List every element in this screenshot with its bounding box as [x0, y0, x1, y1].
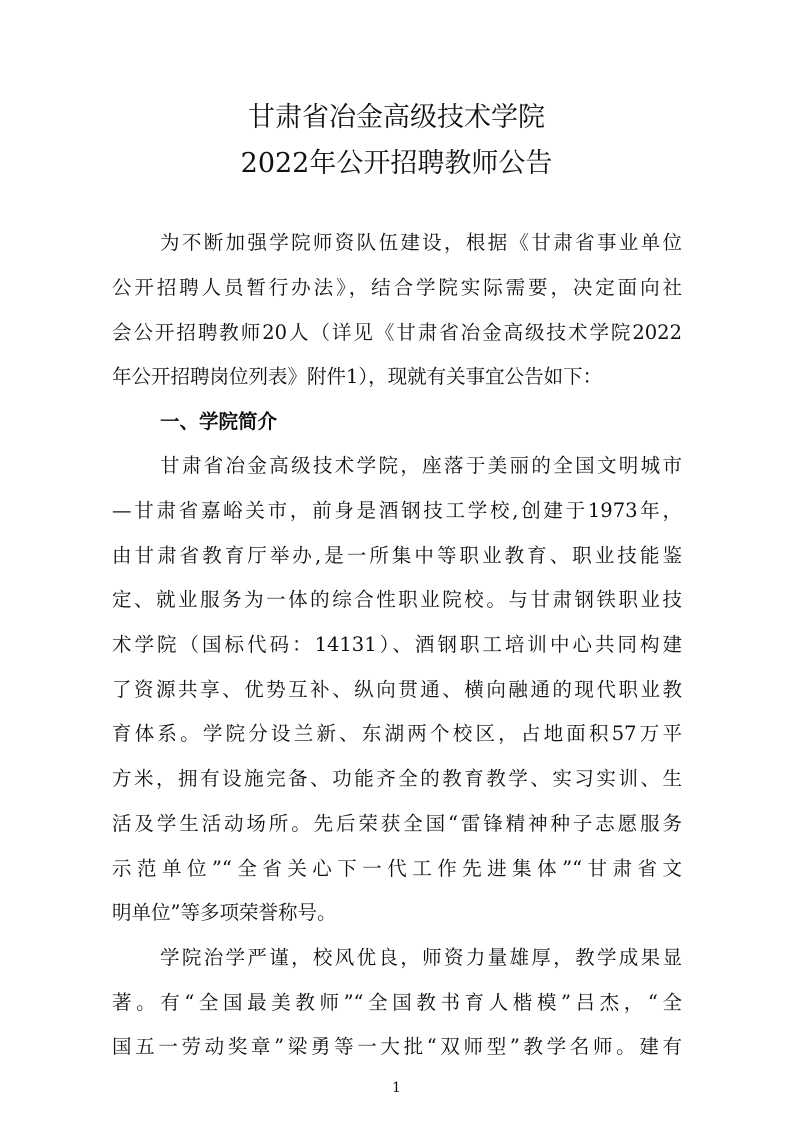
- paragraph-line: —甘肃省嘉峪关市，前身是酒钢技工学校,创建于1973年，: [112, 499, 682, 522]
- section-heading: 一、学院简介: [160, 410, 278, 433]
- document-title-line-2: 2022年公开招聘教师公告: [240, 148, 553, 179]
- intro-line: 年公开招聘岗位列表》附件1），现就有关事宜公告如下：: [112, 365, 603, 388]
- paragraph-line: 育体系。学院分设兰新、东湖两个校区，占地面积57万平: [112, 722, 682, 745]
- document-title-line-1: 甘肃省冶金高级技术学院: [248, 102, 545, 133]
- paragraph-line: 了资源共享、优势互补、纵向贯通、横向融通的现代职业教: [112, 678, 682, 701]
- paragraph-line: 方米，拥有设施完备、功能齐全的教育教学、实习实训、生: [112, 767, 682, 790]
- paragraph-line: 术学院（国标代码：14131）、酒钢职工培训中心共同构建: [112, 633, 682, 656]
- page-number: 1: [392, 1080, 401, 1096]
- paragraph-line: 国五一劳动奖章”梁勇等一大批“双师型”教学名师。建有: [112, 1035, 682, 1058]
- intro-line: 为不断加强学院师资队伍建设，根据《甘肃省事业单位: [160, 231, 682, 254]
- paragraph-line: 活及学生活动场所。先后荣获全国“雷锋精神种子志愿服务: [112, 812, 682, 835]
- paragraph-line: 著。有“全国最美教师”“全国教书育人楷模”吕杰，“全: [112, 991, 682, 1014]
- intro-line: 公开招聘人员暂行办法》，结合学院实际需要，决定面向社: [112, 276, 682, 299]
- paragraph-line: 学院治学严谨，校风优良，师资力量雄厚，教学成果显: [160, 946, 682, 969]
- intro-line: 会公开招聘教师20人（详见《甘肃省冶金高级技术学院2022: [112, 321, 682, 344]
- paragraph-line: 示范单位”“全省关心下一代工作先进集体”“甘肃省文: [112, 857, 682, 880]
- paragraph-line: 定、就业服务为一体的综合性职业院校。与甘肃钢铁职业技: [112, 588, 682, 611]
- paragraph-line: 甘肃省冶金高级技术学院，座落于美丽的全国文明城市: [160, 454, 682, 477]
- paragraph-line: 由甘肃省教育厅举办,是一所集中等职业教育、职业技能鉴: [112, 544, 682, 567]
- paragraph-line: 明单位”等多项荣誉称号。: [112, 901, 337, 924]
